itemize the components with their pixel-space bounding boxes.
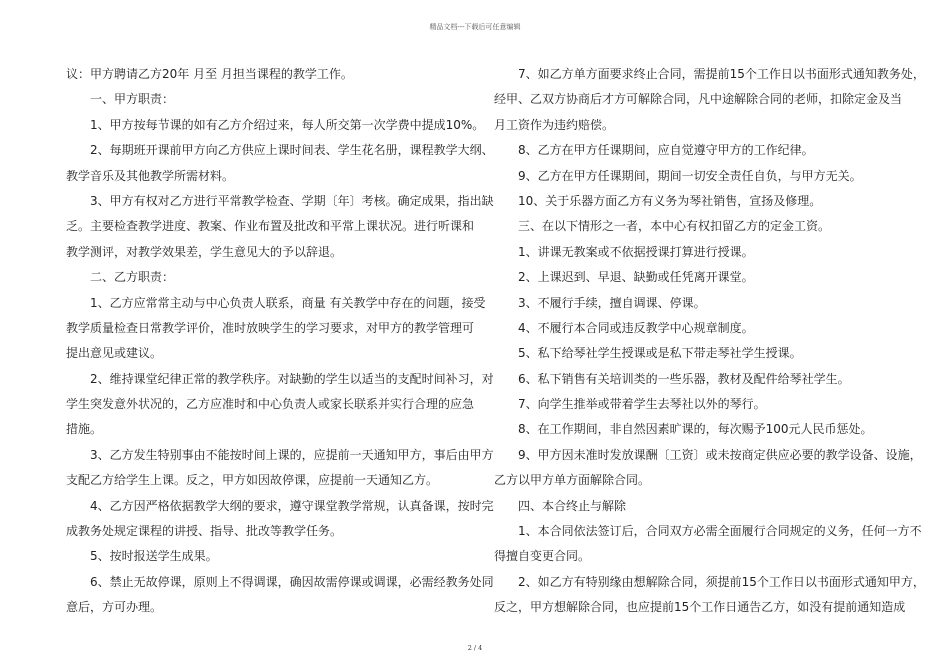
text-line: 1、讲课无教案或不依据授课打算进行授课。 (518, 244, 754, 259)
text-line: 5、私下给琴社学生授课或是私下带走琴社学生授课。 (518, 346, 802, 361)
text-line: 学生突发意外状况的，乙方应准时和中心负责人或家长联系并实行合理的应急 (66, 397, 475, 412)
text-line: 1、乙方应常常主动与中心负责人联系，商量 有关教学中存在的问题，接受 (90, 295, 486, 310)
text-line: 乙方以甲方单方面解除合同。 (494, 473, 651, 488)
text-line: 成教务处规定课程的讲授、指导、批改等教学任务。 (66, 524, 343, 539)
text-line: 7、向学生推举或带着学生去琴社以外的琴行。 (518, 397, 766, 412)
text-line: 8、在工作期间，非自然因素旷课的，每次赐予100元人民币惩处。 (518, 422, 873, 437)
text-line: 3、乙方发生特别事由不能按时间上课的，应提前一天通知甲方，事后由甲方 (90, 447, 494, 462)
text-line: 7、如乙方单方面要求终止合同，需提前15个工作日以书面形式通知教务处， (518, 67, 925, 81)
text-line: 二、乙方职责： (90, 270, 175, 285)
text-line: 月工资作为违约赔偿。 (494, 117, 615, 132)
text-line: 3、不履行手续，擅自调课、停课。 (518, 295, 706, 310)
text-line: 三、在以下情形之一者，本中心有权扣留乙方的定金工资。 (518, 219, 831, 234)
text-line: 9、乙方在甲方任课期间，期间一切安全责任自负，与甲方无关。 (518, 168, 862, 183)
left-column (66, 62, 494, 621)
text-line: 措施。 (66, 422, 103, 437)
text-line: 反之，甲方想解除合同，也应提前15个工作日通告乙方，如没有提前通知造成 (494, 600, 906, 615)
text-line: 1、甲方按每节课的如有乙方介绍过来，每人所交第一次学费中提成10%。 (90, 117, 485, 132)
text-line: 议：甲方聘请乙方20年 月至 月担当课程的教学工作。 (66, 67, 353, 81)
text-line: 4、不履行本合同或违反教学中心规章制度。 (518, 320, 754, 335)
text-line: 8、乙方在甲方任课期间，应自觉遵守甲方的工作纪律。 (518, 143, 814, 158)
text-line: 支配乙方给学生上课。反之，甲方如因故停课，应提前一天通知乙方。 (66, 473, 439, 488)
text-line: 2、如乙方有特别缘由想解除合同，须提前15个工作日以书面形式通知甲方， (518, 574, 925, 589)
text-line: 4、乙方因严格依据教学大纲的要求，遵守课堂教学常规，认真备课，按时完 (90, 498, 494, 513)
page-number: 2 / 4 (467, 644, 483, 652)
text-line: 得擅自变更合同。 (494, 549, 591, 564)
text-line: 教学音乐及其他教学所需材料。 (66, 168, 235, 183)
text-line: 2、上课迟到、早退、缺勤或任凭离开课堂。 (518, 270, 754, 285)
text-line: 2、维持课堂纪律正常的教学秩序。对缺勤的学生以适当的支配时间补习，对 (90, 371, 494, 386)
text-line: 一、甲方职责： (90, 92, 175, 107)
page-header: 精品文档---下载后可任意编辑 (429, 23, 521, 31)
text-line: 教学质量检查日常教学评价，准时放映学生的学习要求，对甲方的教学管理可 (66, 320, 475, 335)
text-line: 1、本合同依法签订后，合同双方必需全面履行合同规定的义务，任何一方不 (518, 524, 922, 539)
text-line: 四、本合终止与解除 (518, 498, 627, 513)
text-line: 提出意见或建议。 (66, 346, 163, 361)
text-line: 乏。主要检查教学进度、教案、作业布置及批改和平常上课状况。进行听课和 (66, 219, 475, 234)
text-line: 6、私下销售有关培训类的一些乐器，教材及配件给琴社学生。 (518, 371, 850, 386)
right-column (494, 62, 925, 621)
text-line: 意后，方可办理。 (66, 600, 163, 615)
text-line: 9、甲方因未准时发放课酬〔工资〕或未按商定供应必要的教学设备、设施， (518, 447, 922, 462)
text-line: 3、甲方有权对乙方进行平常教学检查、学期〔年〕考核。确定成果，指出缺 (90, 193, 494, 208)
text-line: 教学测评，对教学效果差，学生意见大的予以辞退。 (66, 244, 343, 259)
text-line: 6、禁止无故停课，原则上不得调课，确因故需停课或调课，必需经教务处同 (90, 574, 494, 589)
text-line: 5、按时报送学生成果。 (90, 549, 218, 564)
text-line: 10、关于乐器方面乙方有义务为琴社销售，宣扬及修理。 (518, 193, 822, 208)
text-line: 经甲、乙双方协商后才方可解除合同，凡中途解除合同的老师，扣除定金及当 (494, 92, 903, 107)
text-line: 2、每期班开课前甲方向乙方供应上课时间表、学生花名册，课程教学大纲、 (90, 143, 494, 158)
